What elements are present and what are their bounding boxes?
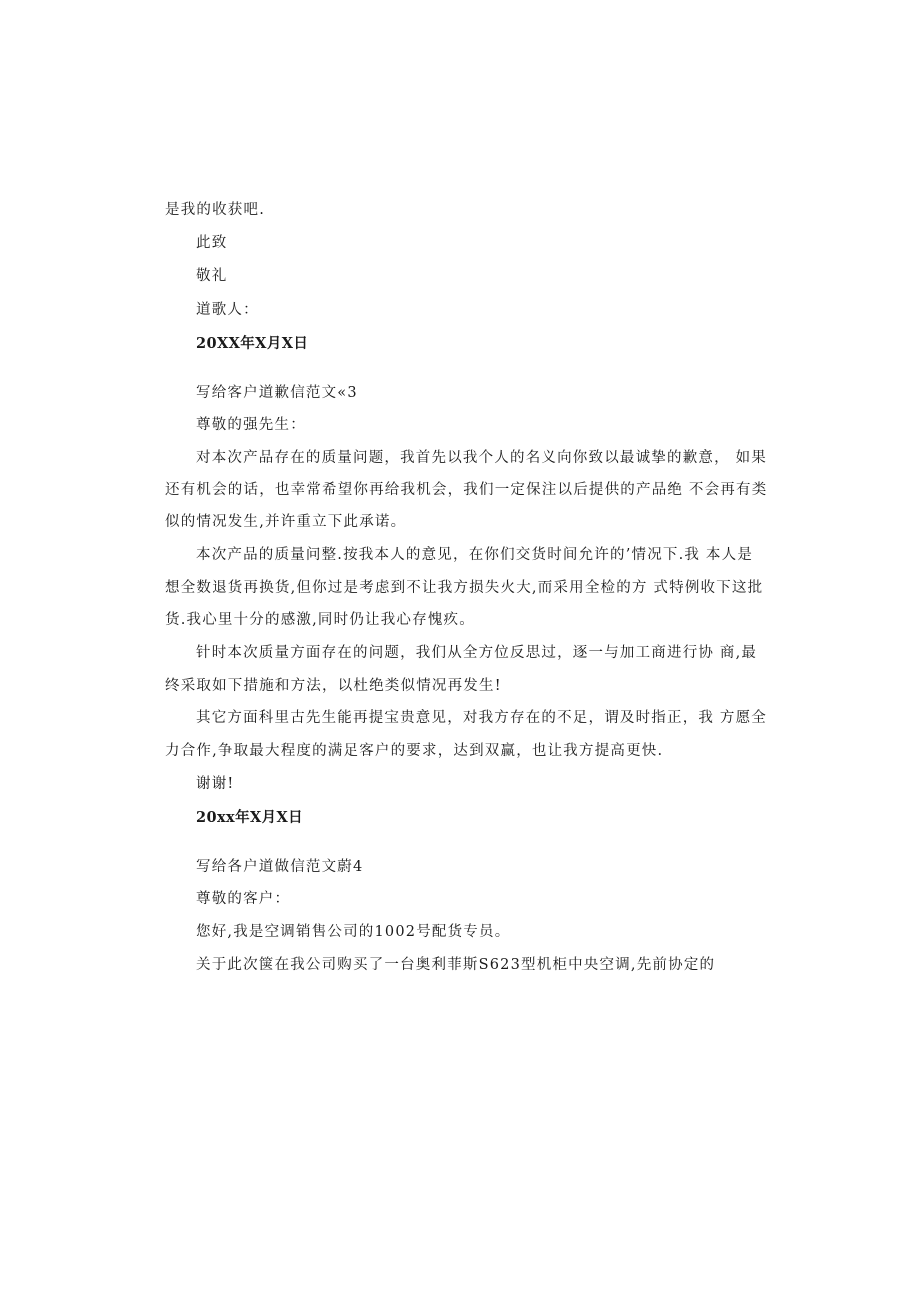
closing-tail: 是我的收获吧. xyxy=(165,202,266,218)
letter3-p1-line1: 对本次产品存在的质量问题，我首先以我个人的名义向你致以最诚挚的歉意， 如果 xyxy=(196,450,768,466)
letter3-p3-line2: 终采取如下措施和方法，以杜绝类似情况再发生! xyxy=(165,678,502,694)
salutation-line-2: 敬礼 xyxy=(196,268,228,284)
salutation-line-1: 此致 xyxy=(196,235,228,251)
letter3-p4-line1: 其它方面科里古先生能再提宝贵意见，对我方存在的不足，谓及时指正，我 方愿全 xyxy=(196,710,768,726)
letter3-p1-line3: 似的情况发生,并许重立下此承诺。 xyxy=(165,514,407,530)
letter3-greeting: 尊敬的强先生： xyxy=(196,417,306,433)
letter4-greeting: 尊敬的客户： xyxy=(196,891,291,907)
letter4-p1: 您好,我是空调销售公司的1002号配货专员。 xyxy=(196,924,511,940)
letter3-p1-line2: 还有机会的话，也幸常希望你再给我机会，我们一定保注以后提供的产品绝 不会再有类 xyxy=(165,482,768,498)
letter4-p2: 关于此次箧在我公司购买了一台奥利菲斯S623型机柜中央空调,先前协定的 xyxy=(196,957,716,973)
letter3-p2-line1: 本次产品的质量问整.按我本人的意见，在你们交货时间允许的’情况下.我 本人是 xyxy=(196,547,754,563)
letter3-p4-line2: 力合作,争取最大程度的满足客户的要求，达到双赢，也让我方提高更快. xyxy=(165,743,664,759)
letter3-date: 20xx年X月X日 xyxy=(196,809,304,826)
letter3-p2-line3: 货.我心里十分的感激,同时仍让我心存愧疚。 xyxy=(165,612,475,628)
letter3-thanks: 谢谢! xyxy=(196,776,235,792)
letter4-heading: 写给各户道做信范文蔚4 xyxy=(196,859,364,875)
letter3-heading: 写给客户道歉信范文«3 xyxy=(196,385,358,401)
letter3-p3-line1: 针时本次质量方面存在的问题，我们从全方位反思过，逐一与加工商进行协 商,最 xyxy=(196,645,758,661)
signer-line: 道歌人： xyxy=(196,302,259,318)
closing-date: 20XX年X月X日 xyxy=(196,335,309,352)
letter3-p2-line2: 想全数退货再换货,但你过是考虑到不让我方损失火大,而采用全检的方 式特例收下这批 xyxy=(165,580,764,596)
